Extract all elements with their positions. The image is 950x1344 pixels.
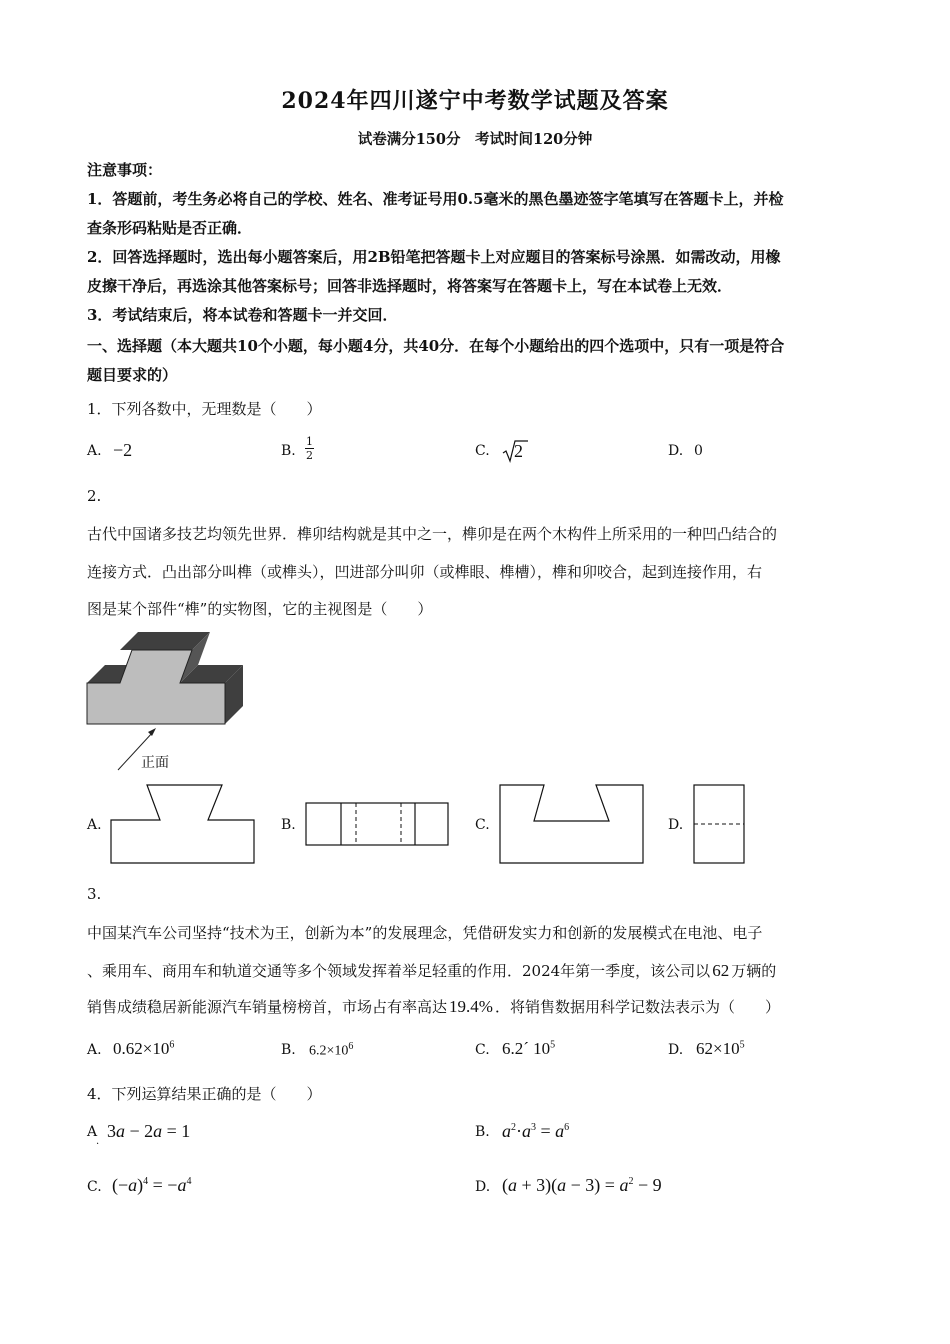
q2-option-c-figure (499, 784, 645, 866)
q1-option-a-value: −2 (113, 440, 133, 460)
q2-option-a-label: A. (87, 817, 102, 833)
q3-option-c-label: C. (475, 1042, 490, 1058)
q3-option-a-label: A. (87, 1042, 102, 1058)
q1-b-numerator: 1 (306, 435, 313, 448)
note-2-line-1: 2．回答选择题时，选出每小题答案后，用2B铅笔把答题卡上对应题目的答案标号涂黑．如需改动，用橡 (87, 248, 781, 266)
q3-line-3-text: 销售成绩稳居新能源汽车销量榜榜首，市场占有率高达 (87, 998, 448, 1016)
q2-option-d-figure (693, 784, 747, 866)
q3-b-base: 6.2×10 (309, 1043, 349, 1059)
note-1-line-1: 1．答题前，考生务必将自己的学校、姓名、准考证号用0.5毫米的黑色墨迹签字笔填写在答题卡上，并检 (87, 190, 784, 208)
q1-option-b-fraction (305, 436, 314, 461)
q4-stem: 4．下列运算结果正确的是（ ） (87, 1085, 322, 1103)
front-view-label: 正面 (141, 755, 169, 771)
q3-d-exponent: 5 (739, 1039, 745, 1051)
q3-line-2-text: 、乘用车、商用车和轨道交通等多个领域发挥着举足轻重的作用．2024年第一季度，该公司以 (87, 962, 711, 980)
q3-number: 3. (87, 885, 102, 903)
q4-option-d-value: $(a + 3)(a - 3) = a^2 - 9$ (502, 1175, 662, 1195)
q3-option-c-value (502, 1039, 555, 1059)
q2-option-b-label: B. (281, 817, 296, 833)
q2-line-1: 古代中国诸多技艺均领先世界．榫卯结构就是其中之一，榫卯是在两个木构件上所采用的一种凹凸结合的 (87, 525, 778, 543)
q4-option-b-label: B. (475, 1124, 490, 1140)
q2-option-c-label: C. (475, 817, 490, 833)
q3-a-base: 0.62×10 (113, 1039, 170, 1058)
q3-option-a-value (113, 1039, 174, 1059)
q3-d-base: 62×10 (696, 1039, 740, 1058)
notes-heading: 注意事项： (87, 161, 163, 179)
q2-line-3: 图是某个部件“榫”的实物图，它的主视图是（ ） (87, 600, 433, 618)
q2-number: 2. (87, 487, 102, 505)
section-1-line-2: 题目要求的） (87, 366, 178, 384)
q4-option-d-label: D. (475, 1179, 491, 1195)
q3-a-exponent: 6 (169, 1039, 175, 1051)
q1-b-denominator: 2 (306, 449, 313, 462)
q4-option-c-value: $(-a)^4 = -a^4$ (112, 1175, 192, 1195)
note-1-line-2: 查条形码粘贴是否正确． (87, 219, 253, 237)
q4-option-c-label: C. (87, 1179, 102, 1195)
q2-line-2: 连接方式．凸出部分叫榫（或榫头），凹进部分叫卯（或榫眼、榫槽），榫和卯咬合，起到连接作用，右 (87, 563, 763, 581)
q1-option-c-value: 2 (514, 441, 523, 461)
q3-line-3-end: ．将销售数据用科学记数法表示为（ ） (494, 998, 780, 1016)
q3-line-1: 中国某汽车公司坚持“技术为王，创新为本”的发展理念，凭借研发实力和创新的发展模式在电池、电子 (87, 924, 763, 942)
q4-option-a-value: 3a − 2a = 1 (107, 1121, 191, 1141)
q3-line-3 (87, 996, 780, 1017)
q1-option-d-value: 0 (694, 443, 703, 459)
page-title: 2024年四川遂宁中考数学试题及答案 (281, 88, 669, 114)
q3-option-d-label: D. (668, 1042, 684, 1058)
q3-b-exponent: 6 (348, 1041, 354, 1052)
q3-line-2-end: 万辆的 (731, 962, 777, 980)
q3-option-b-label: B. (281, 1042, 296, 1058)
q1-option-b-label: B. (281, 443, 296, 459)
q1-stem: 1．下列各数中，无理数是（ ） (87, 400, 322, 418)
q3-market-share: 19.4% (449, 997, 493, 1016)
q2-option-a-figure (110, 784, 256, 866)
q4-option-b-value: $a^2\cdot a^3 = a^6$ (502, 1121, 570, 1141)
q4-option-a-label: A (87, 1124, 98, 1140)
q3-option-d-value (696, 1039, 745, 1059)
q3-c-exponent: 5 (550, 1039, 556, 1051)
section-1-line-1: 一、选择题（本大题共10个小题，每小题4分，共40分．在每个小题给出的四个选项中，只有一项是符合 (87, 337, 785, 355)
page-subtitle: 试卷满分150分 考试时间120分钟 (357, 131, 593, 148)
note-3: 3．考试结束后，将本试卷和答题卡一并交回． (87, 306, 398, 324)
q1-option-c-label: C. (475, 443, 490, 459)
q3-line-2 (87, 960, 776, 981)
q1-option-a-label: A. (87, 443, 102, 459)
q4-option-a-dot: . (96, 1136, 100, 1147)
q3-option-b-value (309, 1041, 353, 1060)
q3-c-base: 6.2´ 10 (502, 1039, 551, 1058)
q2-option-b-figure (305, 802, 451, 848)
q3-sales-number: 62 (712, 961, 730, 980)
q1-option-d-label: D. (668, 443, 684, 459)
q2-option-d-label: D. (668, 817, 684, 833)
note-2-line-2: 皮擦干净后，再选涂其他答案标号；回答非选择题时，将答案写在答题卡上，写在本试卷上无效． (87, 277, 733, 295)
